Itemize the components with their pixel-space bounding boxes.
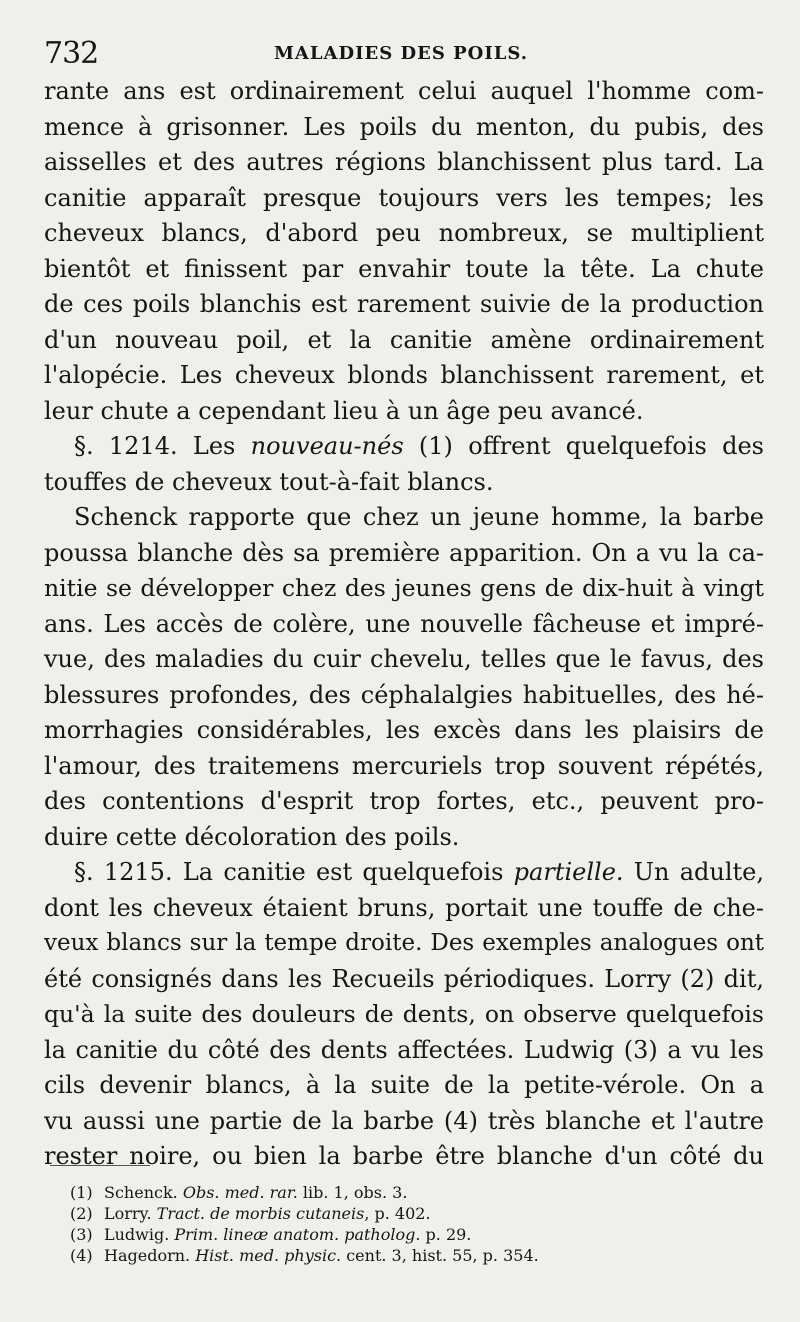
text-line: bientôt et finissent par envahir toute la tête. La chute <box>44 254 764 283</box>
text-line: aisselles et des autres régions blanchissent plus tard. La <box>44 148 764 176</box>
footnote-rest: lib. 1, obs. 3. <box>297 1183 408 1202</box>
text-line: cils devenir blancs, à la suite de la petite-vérole. On a <box>44 1071 764 1099</box>
footnote-number: (4) <box>70 1246 93 1265</box>
footnote-title: Prim. lineæ anatom. patholog. <box>174 1225 421 1244</box>
text-line: cheveux blancs, d'abord peu nombreux, se multiplient <box>44 219 764 247</box>
text-line: été consignés dans les Recueils périodiques. Lorry (2) dit, <box>44 964 764 993</box>
text-line: morrhagies considérables, les excès dans les plaisirs de <box>44 716 764 744</box>
text-line: rante ans est ordinairement celui auquel l'homme com- <box>44 77 764 105</box>
footnote-author: Ludwig. <box>104 1225 170 1244</box>
text-line: rester noire, ou bien la barbe être blanche d'un côté du <box>44 1142 764 1170</box>
text-line: d'un nouveau poil, et la canitie amène ordinairement <box>44 325 764 354</box>
footnote <box>70 1203 630 1224</box>
footnote <box>70 1182 630 1203</box>
footnote-author: Schenck. <box>104 1183 178 1202</box>
footnote-rest: p. 29. <box>420 1225 472 1244</box>
text-line: canitie apparaît presque toujours vers les tempes; les <box>44 183 764 212</box>
text-line: l'alopécie. Les cheveux blonds blanchissent rarement, et <box>44 361 764 389</box>
text-line: veux blancs sur la tempe droite. Des exemples analogues ont <box>44 930 764 956</box>
text-line: l'amour, des traitemens mercuriels trop souvent répétés, <box>44 751 764 780</box>
section-1214-start: §. 1214. Les <box>74 432 251 460</box>
text-line: touffes de cheveux tout-à-fait blancs. <box>44 467 494 496</box>
footnote-number: (3) <box>70 1225 93 1244</box>
footnote-title: Obs. med. rar. <box>182 1183 298 1202</box>
text-line: poussa blanche dès sa première apparition. On a vu la ca- <box>44 538 764 567</box>
section-1215-italic: partielle. <box>513 858 624 886</box>
page-header <box>44 36 774 72</box>
text-line: mence à grisonner. Les poils du menton, du pubis, des <box>44 112 764 141</box>
text-line: de ces poils blanchis est rarement suivie de la production <box>44 290 764 318</box>
footnote-title: Hist. med. physic. <box>195 1246 342 1265</box>
text-line: blessures profondes, des céphalalgies habituelles, des hé- <box>44 680 764 709</box>
footnote-title: Tract. de morbis cutaneis <box>156 1204 365 1223</box>
footnote-author: Lorry. <box>104 1204 152 1223</box>
text-line: duire cette décoloration des poils. <box>44 822 460 851</box>
body-text <box>44 74 764 1175</box>
text-line: la canitie du côté des dents affectées. Ludwig (3) a vu les <box>44 1035 764 1064</box>
footnote-rest: cent. 3, hist. 55, p. 354. <box>341 1246 539 1265</box>
text-line: nitie se développer chez des jeunes gens de dix-huit à vingt <box>44 574 764 602</box>
footnotes <box>70 1182 630 1266</box>
section-1215-end: Un adulte, <box>623 858 764 886</box>
text-line: vu aussi une partie de la barbe (4) très blanche et l'autre <box>44 1106 764 1135</box>
footnote <box>70 1245 630 1266</box>
text-line: Schenck rapporte que chez un jeune homme, la barbe <box>74 503 764 531</box>
text-line: dont les cheveux étaient bruns, portait une touffe de che- <box>44 893 764 922</box>
text-line: des contentions d'esprit trop fortes, etc., peuvent pro- <box>44 787 764 815</box>
running-title: MALADIES DES POILS. <box>274 43 529 64</box>
section-1214-italic: nouveau-nés <box>250 432 404 460</box>
text-line: leur chute a cependant lieu à un âge peu avancé. <box>44 396 644 425</box>
page-number: 732 <box>44 36 99 71</box>
section-1215-start: §. 1215. La canitie est quelquefois <box>74 858 514 886</box>
text-line: qu'à la suite des douleurs de dents, on observe quelquefois <box>44 1000 764 1028</box>
footnote <box>70 1224 630 1245</box>
section-1214-line <box>44 429 764 465</box>
footnote-rest: , p. 402. <box>364 1204 431 1223</box>
text-line: ans. Les accès de colère, une nouvelle fâcheuse et impré- <box>44 609 764 638</box>
footnote-divider <box>50 1165 150 1166</box>
text-line: vue, des maladies du cuir chevelu, telles que le favus, des <box>44 645 764 673</box>
section-1214-end: (1) offrent quelquefois des <box>403 432 764 460</box>
footnote-number: (2) <box>70 1204 93 1223</box>
footnote-author: Hagedorn. <box>104 1246 191 1265</box>
section-1215-line <box>44 855 764 891</box>
footnote-number: (1) <box>70 1183 93 1202</box>
